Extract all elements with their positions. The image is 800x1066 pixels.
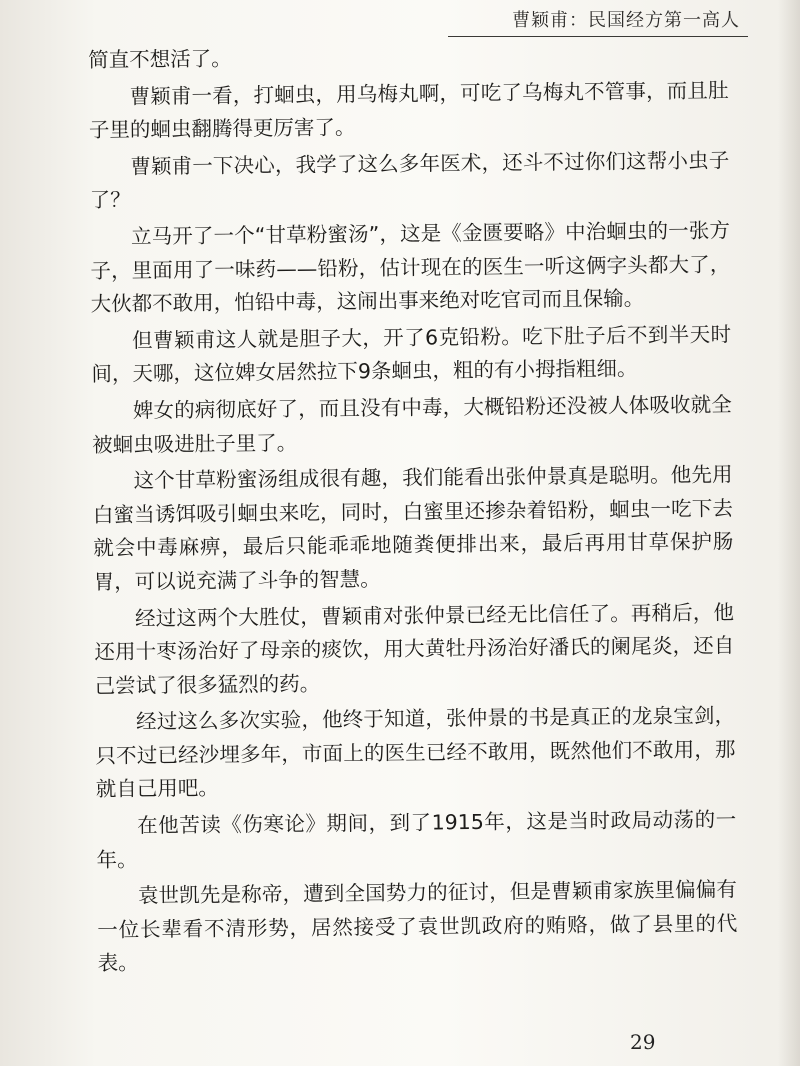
page-number: 29 [630,1030,656,1054]
paragraph-9: 经过这么多次实验，他终于知道，张仲景的书是真正的龙泉宝剑，只不过已经沙埋多年，市面上的医生已经不敢用，既然他们不敢用，那就自己用吧。 [95,703,736,802]
paragraph-4: 立马开了一个“甘草粉蜜汤”，这是《金匮要略》中治蛔虫的一张方子，里面用了一味药——铅粉，估计现在的医生一听这俩字头都大了，大伙都不敢用，怕铅中毒，这闹出事来绝对吃官司而且保输。 [90,218,731,317]
paragraph-3: 曹颖甫一下决心，我学了这么多年医术，还斗不过你们这帮小虫子了？ [89,148,730,213]
paragraph-8: 经过这两个大胜仗，曹颖甫对张仲景已经无比信任了。再稍后，他还用十枣汤治好了母亲的痰饮，用大黄牡丹汤治好潘氏的阑尾炎，还自己尝试了很多猛烈的药。 [94,599,735,698]
paragraph-2: 曹颖甫一看，打蛔虫，用乌梅丸啊，可吃了乌梅丸不管事，而且肚子里的蛔虫翻腾得更厉害了。 [88,77,729,143]
paragraph-6: 婢女的病彻底好了，而且没有中毒，大概铅粉还没被人体吸收就全被蛔虫吸进肚子里了。 [92,392,732,457]
body-text [88,37,738,981]
paragraph-1: 简直不想活了。 [88,46,232,72]
paragraph-10: 在他苦读《伤寒论》期间，到了1915年，这是当时政局动荡的一年。 [96,807,737,872]
paragraph-5: 但曹颖甫这人就是胆子大，开了6克铅粉。吃下肚子后不到半天时间，天哪，这位婢女居然拉下9条蛔虫，粗的有小拇指粗细。 [91,322,732,387]
paragraph-11: 袁世凯先是称帝，遭到全国势力的征讨，但是曹颖甫家族里偏偏有一位长辈看不清形势，居然接受了袁世凯政府的贿赂，做了县里的代表。 [97,877,738,976]
running-header: 曹颖甫：民国经方第一高人 [512,10,740,31]
page-edge-shadow [778,0,800,1066]
paragraph-7: 这个甘草粉蜜汤组成很有趣，我们能看出张仲景真是聪明。他先用白蜜当诱饵吸引蛔虫来吃，同时，白蜜里还掺杂着铅粉，蛔虫一吃下去就会中毒麻痹，最后只能乖乖地随粪便排出来，最后再用甘草保护肠胃，可以说充满了斗争的智慧。 [92,462,734,594]
